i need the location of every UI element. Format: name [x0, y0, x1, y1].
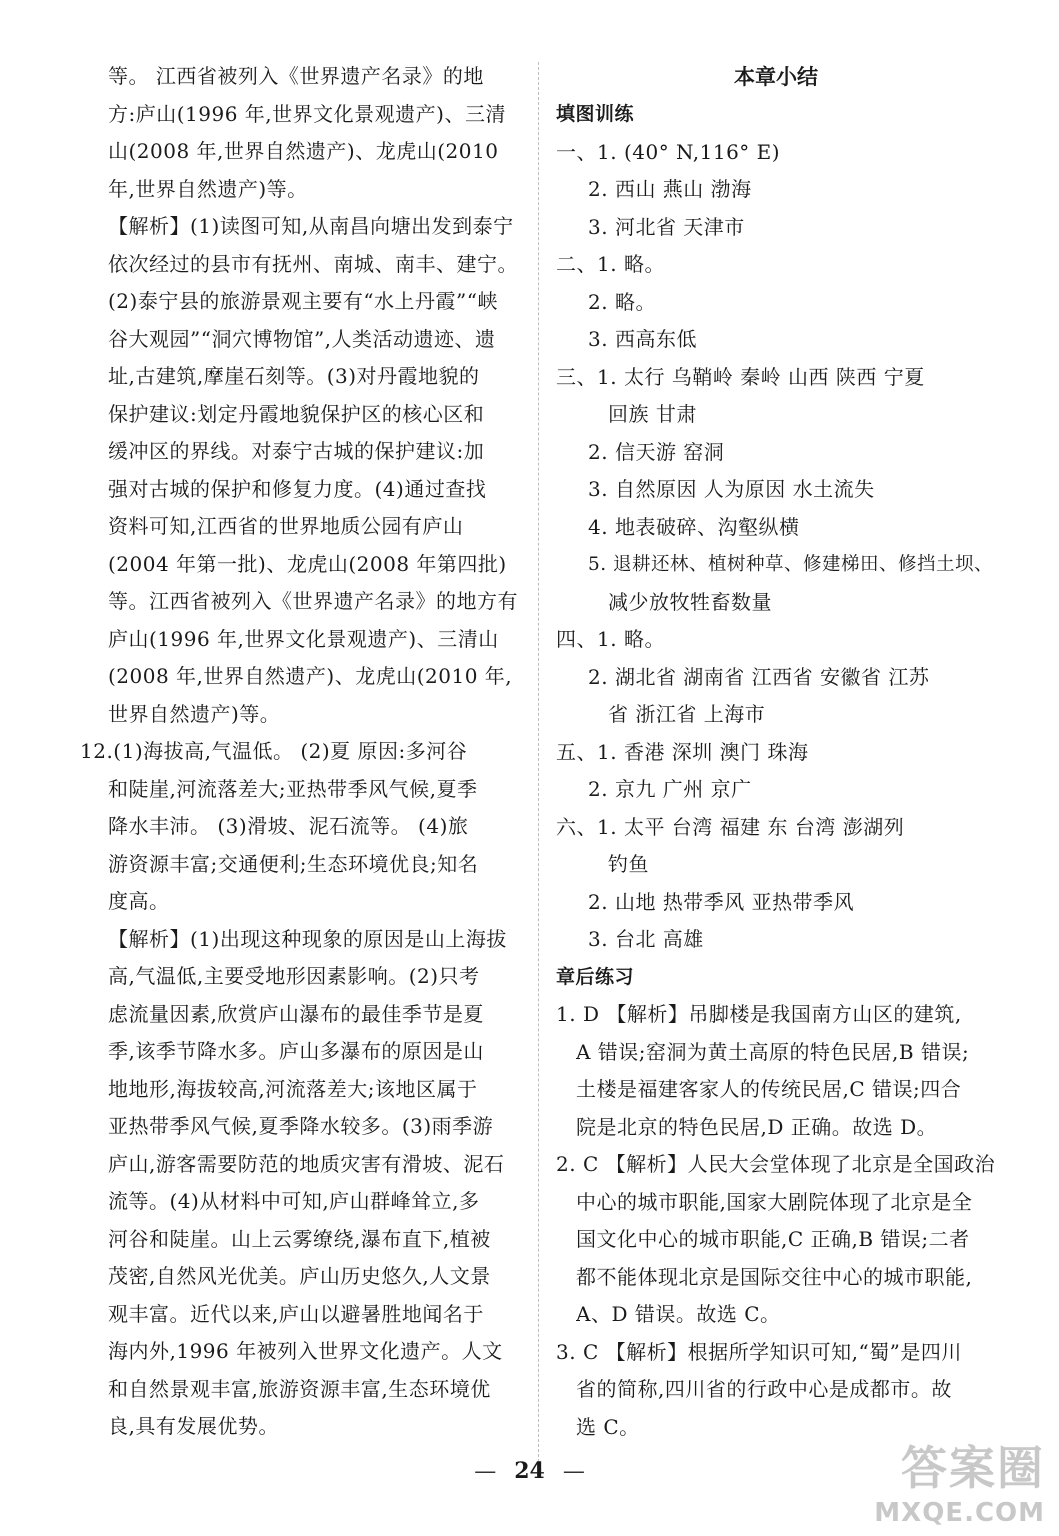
page-number-value: 24: [514, 1458, 545, 1484]
text-line: 度高。: [108, 889, 170, 913]
text-line: (2008 年,世界自然遗产)、龙虎山(2010 年,: [108, 664, 513, 688]
text-line: A 错误;窑洞为黄土高原的特色民居,B 错误;: [576, 1039, 970, 1064]
watermark-text: 答案圈: [901, 1441, 1045, 1495]
text-line: 2. 京九 广州 京广: [588, 777, 752, 801]
text-line: 3. 河北省 天津市: [588, 214, 745, 239]
text-line: 山(2008 年,世界自然遗产)、龙虎山(2010: [108, 139, 499, 163]
text-line: 和陡崖,河流落差大;亚热带季风气候,夏季: [108, 776, 478, 801]
text-line: (2004 年第一批)、龙虎山(2008 年第四批): [108, 551, 507, 576]
text-line: 【解析】(1)出现这种现象的原因是山上海拔: [108, 926, 507, 951]
text-line: 5. 退耕还林、植树种草、修建梯田、修挡土坝、: [588, 554, 994, 575]
text-line: 强对古城的保护和修复力度。(4)通过查找: [108, 476, 487, 501]
text-line: 中心的城市职能,国家大剧院体现了北京是全: [576, 1189, 973, 1214]
text-line: 海内外,1996 年被列入世界文化遗产。人文: [108, 1339, 503, 1363]
text-line: 茂密,自然风光优美。庐山历史悠久,人文景: [108, 1264, 491, 1288]
text-line: 庐山(1996 年,世界文化景观遗产)、三清山: [108, 626, 499, 651]
text-line: 依次经过的县市有抚州、南城、南丰、建宁。: [108, 251, 518, 276]
text-line: 2. 山地 热带季风 亚热带季风: [588, 889, 855, 914]
text-line: 3. 台北 高雄: [588, 927, 704, 951]
text-line: 流等。(4)从材料中可知,庐山群峰耸立,多: [108, 1189, 480, 1213]
text-line: (2)泰宁县的旅游景观主要有“水上丹霞”“峡: [108, 289, 499, 313]
watermark-url: MXQE.COM: [874, 1498, 1045, 1528]
text-line: 国文化中心的城市职能,C 正确,B 错误;二者: [576, 1227, 970, 1251]
text-line: 三、1. 太行 乌鞘岭 秦岭 山西 陕西 宁夏: [556, 364, 925, 389]
text-line: 缓冲区的界线。对泰宁古城的保护建议:加: [108, 439, 485, 463]
watermark-logo: [874, 1432, 1045, 1528]
text-line: 五、1. 香港 深圳 澳门 珠海: [556, 739, 809, 764]
text-line: 省 浙江省 上海市: [608, 702, 766, 726]
text-line: A、D 错误。故选 C。: [576, 1302, 781, 1326]
text-line: 3. 自然原因 人为原因 水土流失: [588, 477, 875, 501]
text-line: 年,世界自然遗产)等。: [108, 176, 308, 201]
text-line: 都不能体现北京是国际交往中心的城市职能,: [576, 1264, 973, 1289]
text-line: 3. 西高东低: [588, 327, 697, 351]
text-line: 省的简称,四川省的行政中心是成都市。故: [576, 1377, 952, 1401]
text-line: 回族 甘肃: [608, 402, 697, 426]
page-number: — 24 —: [474, 1458, 585, 1484]
text-line: 资料可知,江西省的世界地质公园有庐山: [108, 514, 464, 538]
text-line: 季,该季节降水多。庐山多瀑布的原因是山: [108, 1039, 484, 1063]
text-line: 保护建议:划定丹霞地貌保护区的核心区和: [108, 401, 485, 426]
text-line: 钓鱼: [608, 852, 649, 876]
text-line: 土楼是福建客家人的传统民居,C 错误;四合: [576, 1077, 962, 1101]
text-line: 亚热带季风气候,夏季降水较多。(3)雨季游: [108, 1114, 494, 1138]
text-line: 四、1. 略。: [556, 627, 665, 651]
text-line: 一、1. (40° N,116° E): [556, 139, 781, 164]
text-line: 等。江西省被列入《世界遗产名录》的地方有: [108, 589, 518, 613]
section-heading: 章后练习: [556, 965, 635, 988]
text-line: 谷大观园”“洞穴博物馆”,人类活动遗迹、遗: [108, 326, 496, 351]
text-line: 1. D 【解析】吊脚楼是我国南方山区的建筑,: [556, 1002, 962, 1026]
text-line: 河谷和陡崖。山上云雾缭绕,瀑布直下,植被: [108, 1226, 491, 1251]
text-line: 院是北京的特色民居,D 正确。故选 D。: [576, 1114, 938, 1139]
text-line: 方:庐山(1996 年,世界文化景观遗产)、三清: [108, 101, 506, 126]
left-column: [80, 58, 520, 1446]
text-line: 庐山,游客需要防范的地质灾害有滑坡、泥石: [108, 1151, 505, 1176]
text-line: 虑流量因素,欣赏庐山瀑布的最佳季节是夏: [108, 1001, 484, 1026]
text-line: 世界自然遗产)等。: [108, 701, 281, 726]
text-line: 减少放牧牲畜数量: [608, 589, 772, 614]
text-line: 高,气温低,主要受地形因素影响。(2)只考: [108, 964, 480, 988]
text-line: 3. C 【解析】根据所学知识可知,“蜀”是四川: [556, 1339, 962, 1364]
text-line: 【解析】(1)读图可知,从南昌向塘出发到泰宁: [108, 214, 514, 238]
text-line: 和自然景观丰富,旅游资源丰富,生态环境优: [108, 1376, 491, 1401]
text-line: 2. 略。: [588, 289, 656, 314]
text-line: 良,具有发展优势。: [108, 1414, 279, 1438]
text-line: 址,古建筑,摩崖石刻等。(3)对丹霞地貌的: [108, 364, 480, 388]
right-column: [556, 58, 996, 1446]
text-line: 2. 西山 燕山 渤海: [588, 177, 752, 201]
text-line: 2. C 【解析】人民大会堂体现了北京是全国政治: [556, 1152, 996, 1176]
text-line: 六、1. 太平 台湾 福建 东 台湾 澎湖列: [556, 814, 905, 839]
text-line: 观丰富。近代以来,庐山以避暑胜地闻名于: [108, 1301, 484, 1326]
text-line: 4. 地表破碎、沟壑纵横: [588, 514, 800, 539]
text-line: 游资源丰富;交通便利;生态环境优良;知名: [108, 851, 479, 876]
text-line: 等。 江西省被列入《世界遗产名录》的地: [108, 64, 484, 88]
column-divider: [538, 62, 539, 1462]
text-line: 二、1. 略。: [556, 252, 665, 276]
text-line: 2. 湖北省 湖南省 江西省 安徽省 江苏: [588, 664, 930, 689]
text-line: 地地形,海拔较高,河流落差大;该地区属于: [108, 1076, 478, 1101]
text-line: 降水丰沛。 (3)滑坡、泥石流等。 (4)旅: [108, 814, 469, 838]
text-line: 12.(1)海拔高,气温低。 (2)夏 原因:多河谷: [80, 739, 468, 763]
text-line: 2. 信天游 窑洞: [588, 439, 725, 464]
text-line: 选 C。: [576, 1414, 640, 1439]
section-heading: 填图训练: [556, 103, 635, 125]
section-title: 本章小结: [734, 65, 818, 89]
